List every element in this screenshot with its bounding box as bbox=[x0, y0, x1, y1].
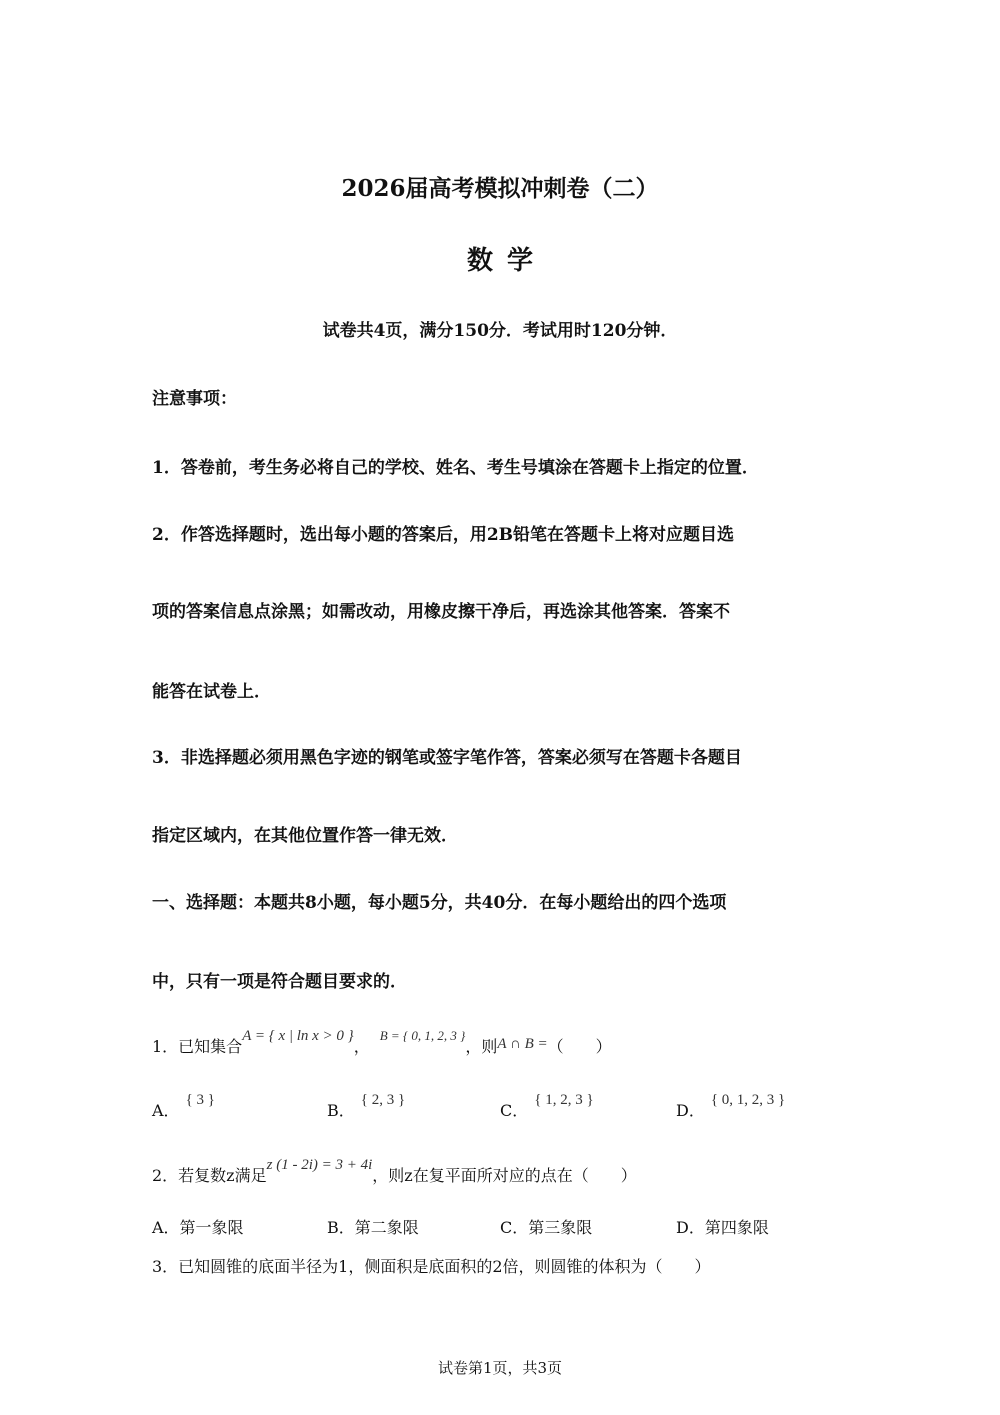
option-value: { 1, 2, 3 } bbox=[534, 1092, 594, 1108]
option-value: { 3 } bbox=[185, 1092, 215, 1108]
q2-option-d[interactable]: D．第四象限 bbox=[676, 1218, 769, 1237]
q1-set-a: A = { x | ln x > 0 } bbox=[242, 1028, 354, 1044]
notes-heading: 注意事项： bbox=[152, 389, 237, 409]
note-line-4: 能答在试卷上． bbox=[152, 682, 271, 702]
q1-option-c[interactable] bbox=[500, 1092, 594, 1121]
option-label: A． bbox=[152, 1101, 180, 1120]
exam-title: 2026届高考模拟冲刺卷（二） bbox=[341, 175, 659, 202]
q2-expression: z (1 - 2i) = 3 + 4i bbox=[266, 1157, 373, 1173]
q1-prefix: 1．已知集合 bbox=[152, 1037, 243, 1056]
q1-mid: ，则 bbox=[465, 1037, 498, 1056]
q1-blank: （ ） bbox=[547, 1037, 612, 1056]
note-line-6: 指定区域内，在其他位置作答一律无效． bbox=[152, 826, 458, 846]
q1-option-a[interactable] bbox=[152, 1092, 215, 1121]
section-heading-line-1: 一、选择题：本题共8小题，每小题5分，共40分．在每小题给出的四个选项 bbox=[152, 893, 727, 913]
question-1 bbox=[152, 1028, 612, 1057]
page-footer: 试卷第1页，共3页 bbox=[437, 1359, 563, 1377]
section-heading-line-2: 中，只有一项是符合题目要求的． bbox=[152, 972, 407, 992]
option-label: B． bbox=[327, 1101, 355, 1120]
note-line-5: 3．非选择题必须用黑色字迹的钢笔或签字笔作答，答案必须写在答题卡各题目 bbox=[152, 748, 742, 768]
q2-suffix: ，则z在复平面所对应的点在（ ） bbox=[372, 1166, 637, 1185]
q2-option-b[interactable]: B．第二象限 bbox=[327, 1218, 419, 1237]
question-2 bbox=[152, 1157, 637, 1186]
option-label: D． bbox=[676, 1101, 705, 1120]
q1-set-b: B = { 0, 1, 2, 3 } bbox=[379, 1028, 466, 1043]
exam-info: 试卷共4页，满分150分．考试用时120分钟． bbox=[322, 321, 678, 341]
q1-option-d[interactable] bbox=[676, 1092, 786, 1121]
note-line-1: 1．答卷前，考生务必将自己的学校、姓名、考生号填涂在答题卡上指定的位置． bbox=[152, 458, 759, 478]
q1-option-b[interactable] bbox=[327, 1092, 406, 1121]
note-line-3: 项的答案信息点涂黑；如需改动，用橡皮擦干净后，再选涂其他答案．答案不 bbox=[152, 602, 730, 622]
note-line-2: 2．作答选择题时，选出每小题的答案后，用2B铅笔在答题卡上将对应题目选 bbox=[152, 525, 735, 545]
option-value: { 0, 1, 2, 3 } bbox=[710, 1092, 786, 1108]
q1-separator: ， bbox=[353, 1037, 370, 1056]
option-value: { 2, 3 } bbox=[360, 1092, 406, 1108]
question-3: 3．已知圆锥的底面半径为1，侧面积是底面积的2倍，则圆锥的体积为（ ） bbox=[152, 1257, 711, 1276]
option-label: C． bbox=[500, 1101, 529, 1120]
q1-expression: A ∩ B = bbox=[497, 1036, 548, 1052]
q2-option-a[interactable]: A．第一象限 bbox=[152, 1218, 244, 1237]
q2-option-c[interactable]: C．第三象限 bbox=[500, 1218, 593, 1237]
subject-title: 数学 bbox=[466, 246, 547, 276]
q2-prefix: 2．若复数z满足 bbox=[152, 1166, 267, 1185]
